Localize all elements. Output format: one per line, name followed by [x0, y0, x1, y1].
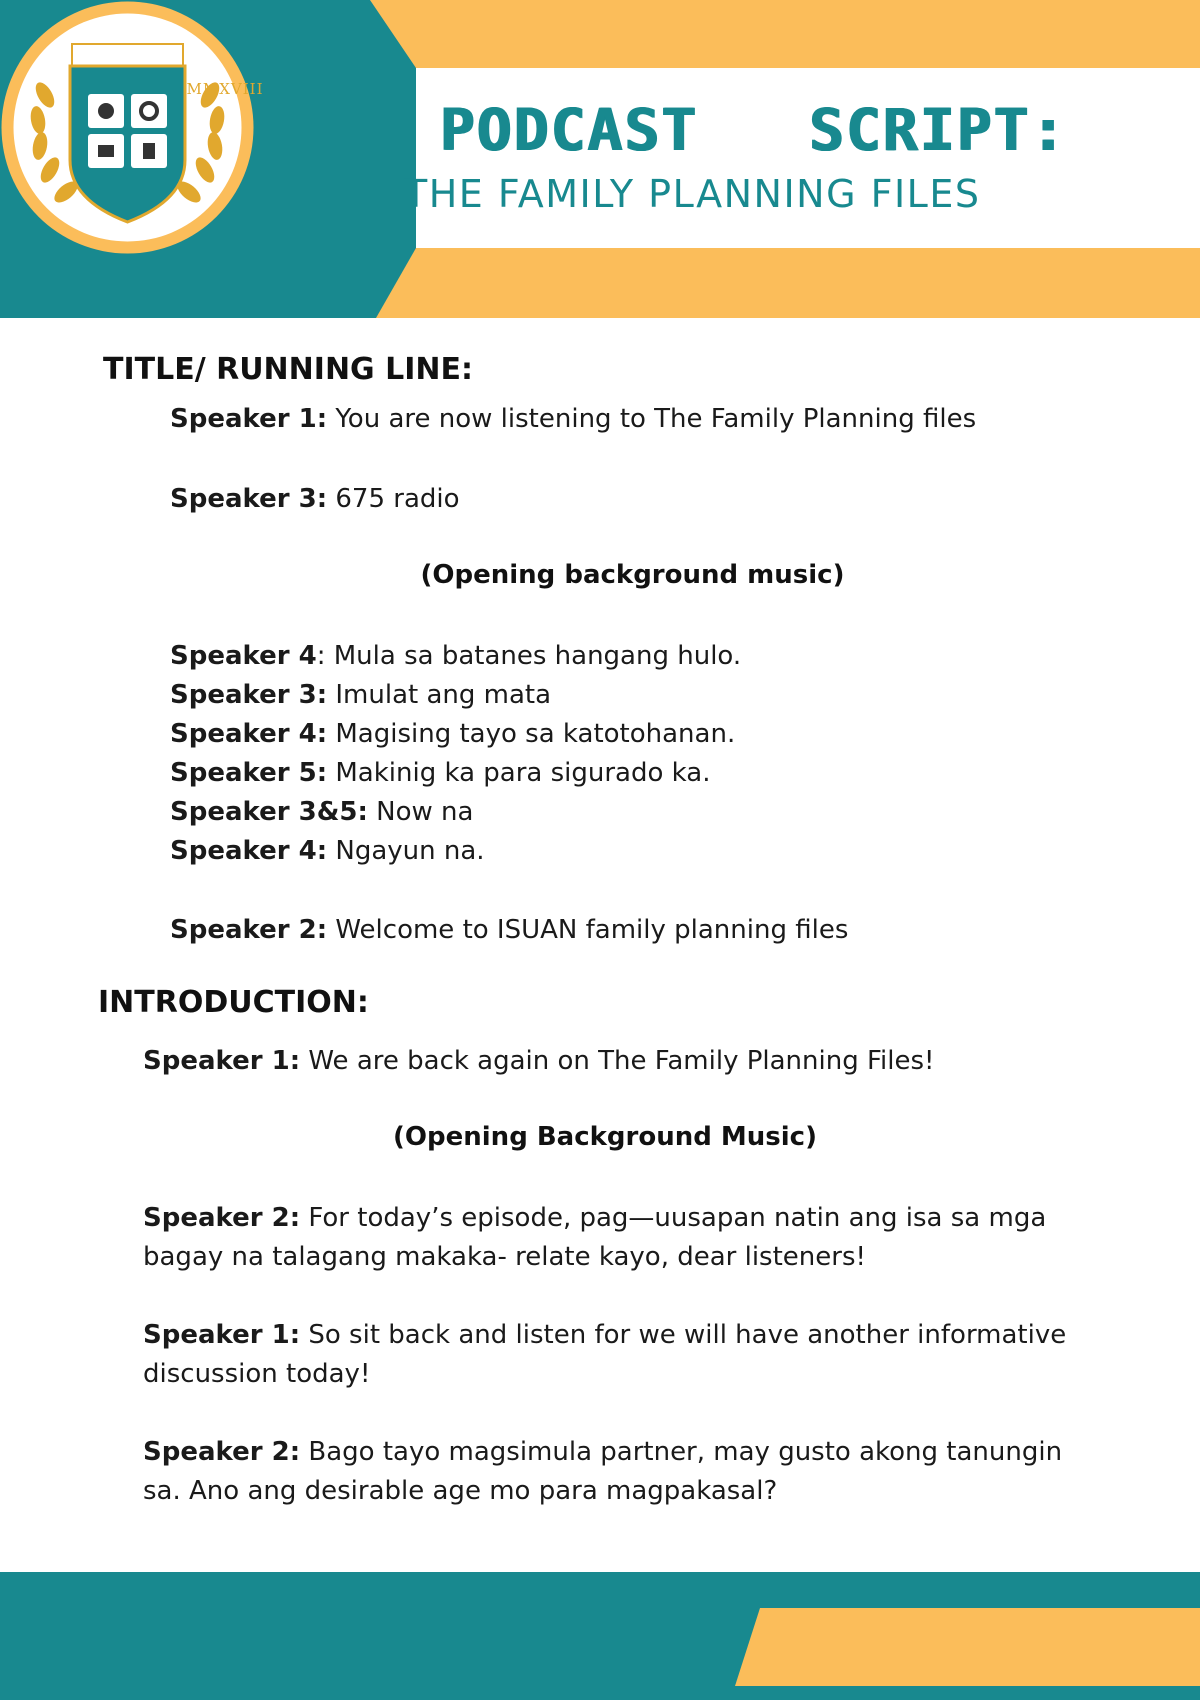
speaker-label: Speaker 4:: [170, 836, 328, 866]
script-line: [143, 1199, 1083, 1277]
script-line: [170, 480, 460, 519]
speaker-label: Speaker 3:: [170, 484, 328, 514]
script-line: [170, 400, 976, 439]
speaker-label: Speaker 2:: [170, 915, 328, 945]
speaker-label: Speaker 4:: [170, 719, 328, 749]
dialogue-text: Makinig ka para sigurado ka.: [327, 758, 711, 788]
university-seal-logo: [0, 0, 255, 255]
dialogue-text: 675 radio: [327, 484, 460, 514]
script-line: [170, 715, 735, 754]
dialogue-text: We are back again on The Family Planning Files!: [300, 1046, 935, 1076]
seal-inscription: MMXVIII: [186, 80, 264, 98]
orange-band-top: [370, 0, 1200, 68]
orange-band-footer: [735, 1608, 1200, 1686]
stage-cue: (Opening Background Music): [393, 1122, 817, 1152]
document-subtitle: THE FAMILY PLANNING FILES: [404, 172, 981, 216]
dialogue-text: You are now listening to The Family Planning files: [327, 404, 977, 434]
dialogue-text: Bago tayo magsimula partner, may gusto akong tanungin sa. Ano ang desirable age mo para magpakasal?: [143, 1437, 1063, 1506]
script-line: [170, 754, 710, 793]
dialogue-text: Magising tayo sa katotohanan.: [327, 719, 736, 749]
speaker-label: Speaker 1:: [143, 1320, 301, 1350]
dialogue-text: For today’s episode, pag—uusapan natin ang isa sa mga bagay na talagang makaka- relate kayo, dear listeners!: [143, 1203, 1047, 1272]
script-line: [170, 676, 551, 715]
dialogue-text: Now na: [367, 797, 474, 827]
script-line: [143, 1433, 1083, 1511]
script-line: [143, 1316, 1083, 1394]
stage-cue: (Opening background music): [420, 560, 845, 590]
dialogue-text: So sit back and listen for we will have another informative discussion today!: [143, 1320, 1067, 1389]
dialogue-text: : Mula sa batanes hangang hulo.: [316, 641, 742, 671]
section-heading-running-line: TITLE/ RUNNING LINE:: [103, 352, 473, 387]
dialogue-text: Welcome to ISUAN family planning files: [327, 915, 849, 945]
dialogue-text: Ngayun na.: [327, 836, 485, 866]
page-footer: [0, 1572, 1200, 1700]
section-heading-introduction: INTRODUCTION:: [98, 985, 369, 1020]
speaker-label: Speaker 5:: [170, 758, 328, 788]
script-line: [170, 637, 741, 676]
speaker-label: Speaker 2:: [143, 1437, 301, 1467]
speaker-label: Speaker 4: [170, 641, 317, 671]
script-line: [143, 1042, 1083, 1081]
orange-band-bottom: [370, 248, 1200, 318]
page-header: [0, 0, 1200, 318]
speaker-label: Speaker 2:: [143, 1203, 301, 1233]
script-line: [170, 832, 485, 871]
speaker-label: Speaker 3&5:: [170, 797, 368, 827]
footer-banner-shapes: [0, 1572, 1200, 1700]
script-line: [170, 793, 473, 832]
document-title: PODCAST SCRIPT:: [440, 96, 1068, 164]
speaker-label: Speaker 1:: [143, 1046, 301, 1076]
dialogue-text: Imulat ang mata: [327, 680, 552, 710]
speaker-label: Speaker 1:: [170, 404, 328, 434]
script-line: [170, 911, 848, 950]
speaker-label: Speaker 3:: [170, 680, 328, 710]
